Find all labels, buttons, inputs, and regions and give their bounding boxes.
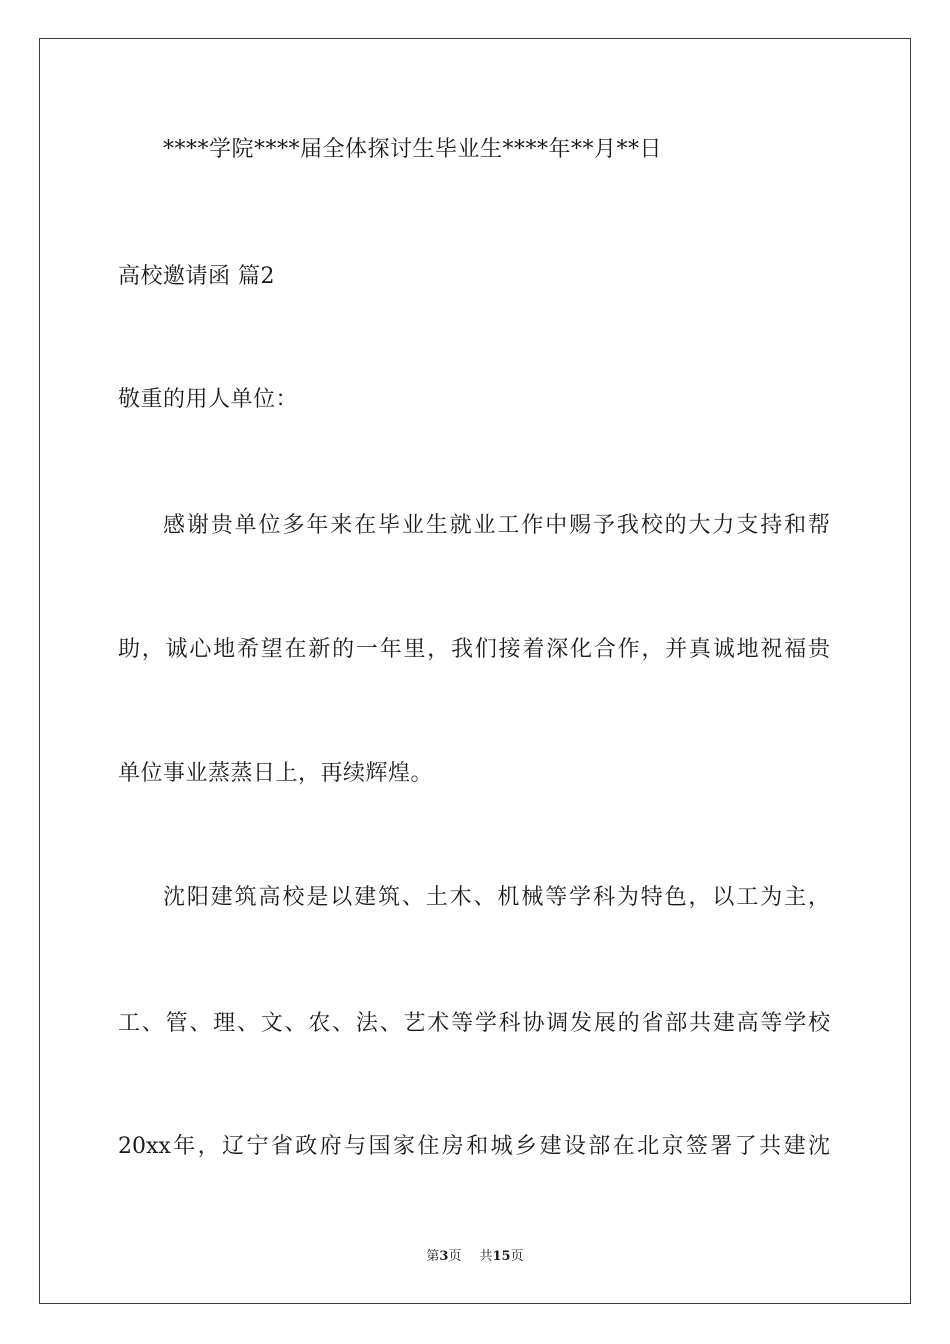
page-border (39, 38, 911, 1304)
section-heading: 高校邀请函 篇2 (118, 264, 275, 289)
paragraph-2-line-1: 沈阳建筑高校是以建筑、土木、机械等学科为特色，以工为主， (163, 885, 830, 910)
paragraph-1-line-1: 感谢贵单位多年来在毕业生就业工作中赐予我校的大力支持和帮 (163, 513, 830, 538)
paragraph-1-line-2: 助，诚心地希望在新的一年里，我们接着深化合作，并真诚地祝福贵 (118, 637, 830, 662)
page-total: 15 (492, 1249, 511, 1264)
page-number-suffix: 页 (448, 1249, 462, 1264)
page-total-suffix: 页 (510, 1249, 524, 1264)
paragraph-2-line-2: 工、管、理、文、农、法、艺术等学科协调发展的省部共建高等学校 (118, 1011, 830, 1036)
page-number-prefix: 第 (426, 1249, 440, 1264)
paragraph-1-line-3: 单位事业蒸蒸日上，再续辉煌。 (118, 761, 434, 786)
paragraph-2-line-3: 20xx年，辽宁省政府与国家住房和城乡建设部在北京签署了共建沈 (118, 1134, 830, 1159)
salutation: 敬重的用人单位： (118, 387, 299, 412)
signature-line: ****学院****届全体探讨生毕业生****年**月**日 (163, 137, 663, 162)
page-number-current: 3 (439, 1249, 449, 1264)
page-footer (0, 1248, 950, 1266)
page-total-prefix: 共 (479, 1249, 493, 1264)
